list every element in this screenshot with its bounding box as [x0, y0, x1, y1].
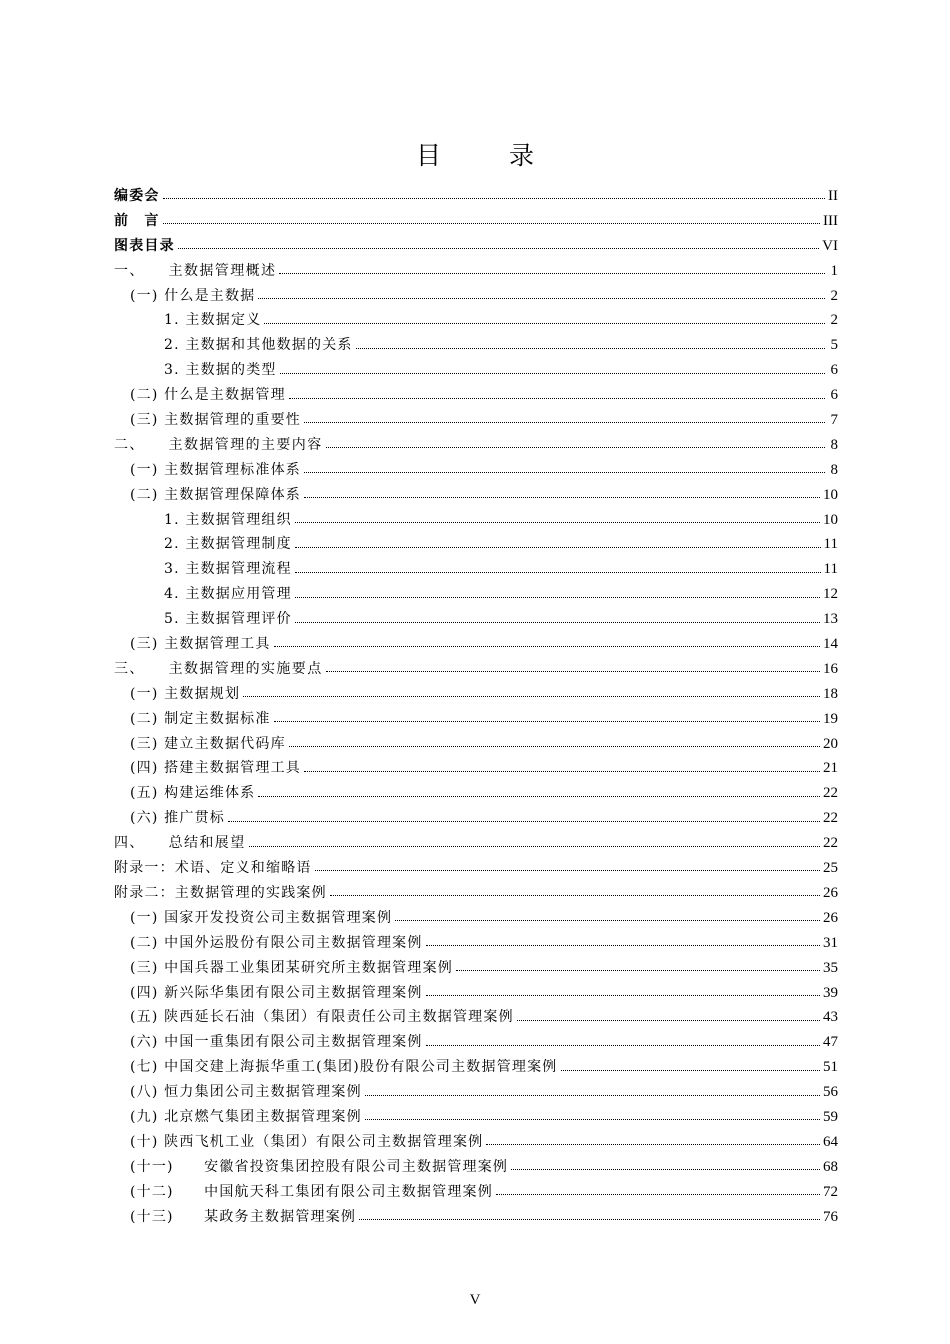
toc-entry[interactable]: [114, 732, 838, 757]
toc-entry[interactable]: [114, 632, 838, 657]
toc-entry[interactable]: [114, 1155, 838, 1180]
toc-entry-page: 8: [830, 461, 838, 478]
dot-leader: [258, 789, 820, 799]
toc-entry-label: 附录二：主数据管理的实践案例: [114, 884, 327, 901]
toc-entry[interactable]: [114, 607, 838, 632]
toc-entry-label: (五) 构建运维体系: [130, 785, 256, 802]
toc-entry-page: 11: [823, 561, 838, 578]
toc-entry[interactable]: [114, 1030, 838, 1055]
toc-entry-page: 39: [823, 984, 838, 1001]
toc-entry[interactable]: [114, 333, 838, 358]
page-number: V: [469, 1292, 481, 1308]
toc-entry[interactable]: [114, 532, 838, 557]
dot-leader: [365, 1112, 820, 1122]
toc-entry-label: (二) 什么是主数据管理: [130, 387, 286, 404]
toc-entry-page: 5: [830, 337, 838, 354]
toc-entry-label: 三、 主数据管理的实施要点: [114, 660, 323, 677]
toc-entry-page: 8: [830, 436, 838, 453]
toc-entry-label: (二) 制定主数据标准: [130, 710, 271, 727]
toc-entry[interactable]: [114, 234, 838, 259]
dot-leader: [295, 515, 820, 525]
toc-entry[interactable]: [114, 1130, 838, 1155]
toc-entry-label: (十一) 安徽省投资集团控股有限公司主数据管理案例: [130, 1158, 509, 1175]
toc-entry[interactable]: [114, 557, 838, 582]
dot-leader: [330, 888, 820, 898]
toc-entry[interactable]: [114, 1005, 838, 1030]
toc-entry-label: (五) 陕西延长石油（集团）有限责任公司主数据管理案例: [130, 1009, 514, 1026]
toc-entry-page: 20: [823, 735, 838, 752]
toc-entry[interactable]: [114, 707, 838, 732]
toc-entry-label: (四) 新兴际华集团有限公司主数据管理案例: [130, 984, 423, 1001]
dot-leader: [315, 863, 820, 873]
toc-entry-label: (十二) 中国航天科工集团有限公司主数据管理案例: [130, 1183, 493, 1200]
toc-entry[interactable]: [114, 184, 838, 209]
toc-entry-label: 二、 主数据管理的主要内容: [114, 436, 323, 453]
toc-entry-label: 图表目录: [114, 237, 175, 254]
toc-entry-page: 51: [823, 1059, 838, 1076]
dot-leader: [517, 1013, 820, 1023]
toc-entry-label: 4. 主数据应用管理: [164, 586, 292, 603]
toc-entry[interactable]: [114, 383, 838, 408]
dot-leader: [178, 241, 819, 251]
toc-entry[interactable]: [114, 1080, 838, 1105]
dot-leader: [356, 341, 825, 351]
toc-entry-label: (二) 中国外运股份有限公司主数据管理案例: [130, 934, 423, 951]
dot-leader: [426, 938, 820, 948]
toc-entry-label: 3. 主数据的类型: [164, 362, 277, 379]
toc-entry[interactable]: [114, 1105, 838, 1130]
toc-entry-page: 12: [823, 586, 838, 603]
toc-entry-page: 2: [830, 287, 838, 304]
toc-entry-page: 22: [823, 785, 838, 802]
toc-entry-page: III: [823, 212, 838, 229]
toc-entry-label: (三) 建立主数据代码库: [130, 735, 286, 752]
toc-entry-label: (三) 中国兵器工业集团某研究所主数据管理案例: [130, 959, 453, 976]
toc-entry-page: VI: [822, 237, 838, 254]
dot-leader: [304, 490, 820, 500]
toc-entry-label: 1. 主数据定义: [164, 312, 262, 329]
toc-entry-label: 四、 总结和展望: [114, 835, 246, 852]
dot-leader: [249, 839, 820, 849]
toc-entry-page: 76: [823, 1208, 838, 1225]
toc-entry-page: 19: [823, 710, 838, 727]
toc-entry-label: 2. 主数据管理制度: [164, 536, 292, 553]
toc-entry-page: 10: [823, 511, 838, 528]
toc-entry-label: 2. 主数据和其他数据的关系: [164, 337, 353, 354]
toc-entry[interactable]: [114, 831, 838, 856]
toc-entry-page: 47: [823, 1034, 838, 1051]
toc-entry-label: (一) 什么是主数据: [130, 287, 256, 304]
toc-entry[interactable]: [114, 1180, 838, 1205]
dot-leader: [426, 1038, 820, 1048]
dot-leader: [511, 1162, 820, 1172]
toc-entry-page: 1: [830, 262, 838, 279]
dot-leader: [295, 565, 821, 575]
dot-leader: [304, 465, 825, 475]
dot-leader: [561, 1063, 821, 1073]
toc-entry-page: 56: [823, 1084, 838, 1101]
dot-leader: [496, 1187, 820, 1197]
toc-entry-page: 25: [823, 860, 838, 877]
toc-entry-label: 一、 主数据管理概述: [114, 262, 277, 279]
toc-entry-label: (六) 推广贯标: [130, 810, 225, 827]
toc-entry[interactable]: [114, 458, 838, 483]
toc-entry-page: 22: [823, 810, 838, 827]
dot-leader: [326, 440, 825, 450]
toc-entry-page: 2: [830, 312, 838, 329]
toc-entry-label: 编委会: [114, 188, 160, 204]
dot-leader: [228, 814, 820, 824]
toc-entry-page: 21: [823, 760, 838, 777]
dot-leader: [163, 191, 825, 201]
toc-entry-label: (八) 恒力集团公司主数据管理案例: [130, 1084, 362, 1101]
toc-entry-page: 14: [823, 636, 838, 653]
toc-entry[interactable]: [114, 259, 838, 284]
toc-entry[interactable]: [114, 956, 838, 981]
dot-leader: [295, 540, 821, 550]
toc-entry[interactable]: [114, 781, 838, 806]
toc-entry[interactable]: [114, 931, 838, 956]
toc-entry-page: 6: [830, 387, 838, 404]
dot-leader: [304, 415, 825, 425]
dot-leader: [289, 391, 825, 401]
toc-entry-page: 64: [823, 1133, 838, 1150]
dot-leader: [289, 739, 820, 749]
toc-entry-page: 72: [823, 1183, 838, 1200]
toc-entry[interactable]: [114, 657, 838, 682]
toc-entry-label: 5. 主数据管理评价: [164, 611, 292, 628]
dot-leader: [243, 689, 820, 699]
toc-entry-label: (一) 主数据规划: [130, 685, 241, 702]
toc-entry-label: (十) 陕西飞机工业（集团）有限公司主数据管理案例: [130, 1133, 484, 1150]
toc-entry-page: 6: [830, 362, 838, 379]
dot-leader: [295, 590, 820, 600]
toc-entry-label: 前 言: [114, 212, 160, 229]
toc-entry-label: (四) 搭建主数据管理工具: [130, 760, 301, 777]
toc-entry-page: 26: [823, 909, 838, 926]
toc-entry[interactable]: [114, 582, 838, 607]
toc-entry-label: 1. 主数据管理组织: [164, 511, 292, 528]
toc-entry-page: 68: [823, 1158, 838, 1175]
dot-leader: [163, 216, 820, 226]
toc-entry[interactable]: [114, 1055, 838, 1080]
dot-leader: [486, 1137, 820, 1147]
toc-entry[interactable]: [114, 881, 838, 906]
toc-entry[interactable]: [114, 508, 838, 533]
toc-entry-page: II: [828, 188, 838, 204]
dot-leader: [456, 963, 820, 973]
toc-entry-label: (六) 中国一重集团有限公司主数据管理案例: [130, 1034, 423, 1051]
toc-entry-page: 11: [823, 536, 838, 553]
toc-entry-page: 35: [823, 959, 838, 976]
toc-entry-label: (九) 北京燃气集团主数据管理案例: [130, 1108, 362, 1125]
dot-leader: [326, 664, 820, 674]
toc-entry-page: 59: [823, 1108, 838, 1125]
dot-leader: [395, 913, 820, 923]
toc-entry-label: (七) 中国交建上海振华重工(集团)股份有限公司主数据管理案例: [130, 1059, 558, 1076]
toc-entry[interactable]: [114, 209, 838, 234]
dot-leader: [359, 1212, 820, 1222]
toc-entry-page: 16: [823, 660, 838, 677]
dot-leader: [365, 1088, 820, 1098]
toc-entry[interactable]: [114, 408, 838, 433]
toc-entry[interactable]: [114, 433, 838, 458]
toc-entry-label: (二) 主数据管理保障体系: [130, 486, 301, 503]
toc-entry[interactable]: [114, 483, 838, 508]
toc-entry-page: 26: [823, 884, 838, 901]
dot-leader: [295, 615, 820, 625]
toc-entry[interactable]: [114, 358, 838, 383]
toc-entry-page: 10: [823, 486, 838, 503]
toc-entry-label: 3. 主数据管理流程: [164, 561, 292, 578]
page-title: 目 录: [416, 141, 564, 170]
toc-entry-page: 22: [823, 835, 838, 852]
toc-entry-label: (十三) 某政务主数据管理案例: [130, 1208, 357, 1225]
dot-leader: [274, 714, 820, 724]
toc-entry[interactable]: [114, 856, 838, 881]
toc-entry-page: 31: [823, 934, 838, 951]
toc-entry-page: 18: [823, 685, 838, 702]
dot-leader: [274, 639, 820, 649]
toc-entry[interactable]: [114, 806, 838, 831]
dot-leader: [304, 764, 820, 774]
dot-leader: [258, 291, 825, 301]
toc-entry[interactable]: [114, 906, 838, 931]
table-of-contents: [114, 184, 838, 1229]
toc-entry[interactable]: [114, 981, 838, 1006]
toc-entry[interactable]: [114, 1205, 838, 1230]
toc-entry[interactable]: [114, 682, 838, 707]
toc-entry-page: 43: [823, 1009, 838, 1026]
dot-leader: [279, 266, 825, 276]
toc-entry-page: 7: [830, 412, 838, 429]
toc-entry-label: (三) 主数据管理的重要性: [130, 412, 301, 429]
toc-entry-label: 附录一：术语、定义和缩略语: [114, 860, 312, 877]
dot-leader: [426, 988, 820, 998]
dot-leader: [264, 316, 825, 326]
toc-entry-label: (一) 国家开发投资公司主数据管理案例: [130, 909, 393, 926]
toc-entry-page: 13: [823, 611, 838, 628]
dot-leader: [280, 366, 825, 376]
toc-entry-label: (一) 主数据管理标准体系: [130, 461, 301, 478]
toc-entry[interactable]: [114, 284, 838, 309]
toc-entry[interactable]: [114, 308, 838, 333]
toc-entry[interactable]: [114, 756, 838, 781]
toc-entry-label: (三) 主数据管理工具: [130, 636, 271, 653]
